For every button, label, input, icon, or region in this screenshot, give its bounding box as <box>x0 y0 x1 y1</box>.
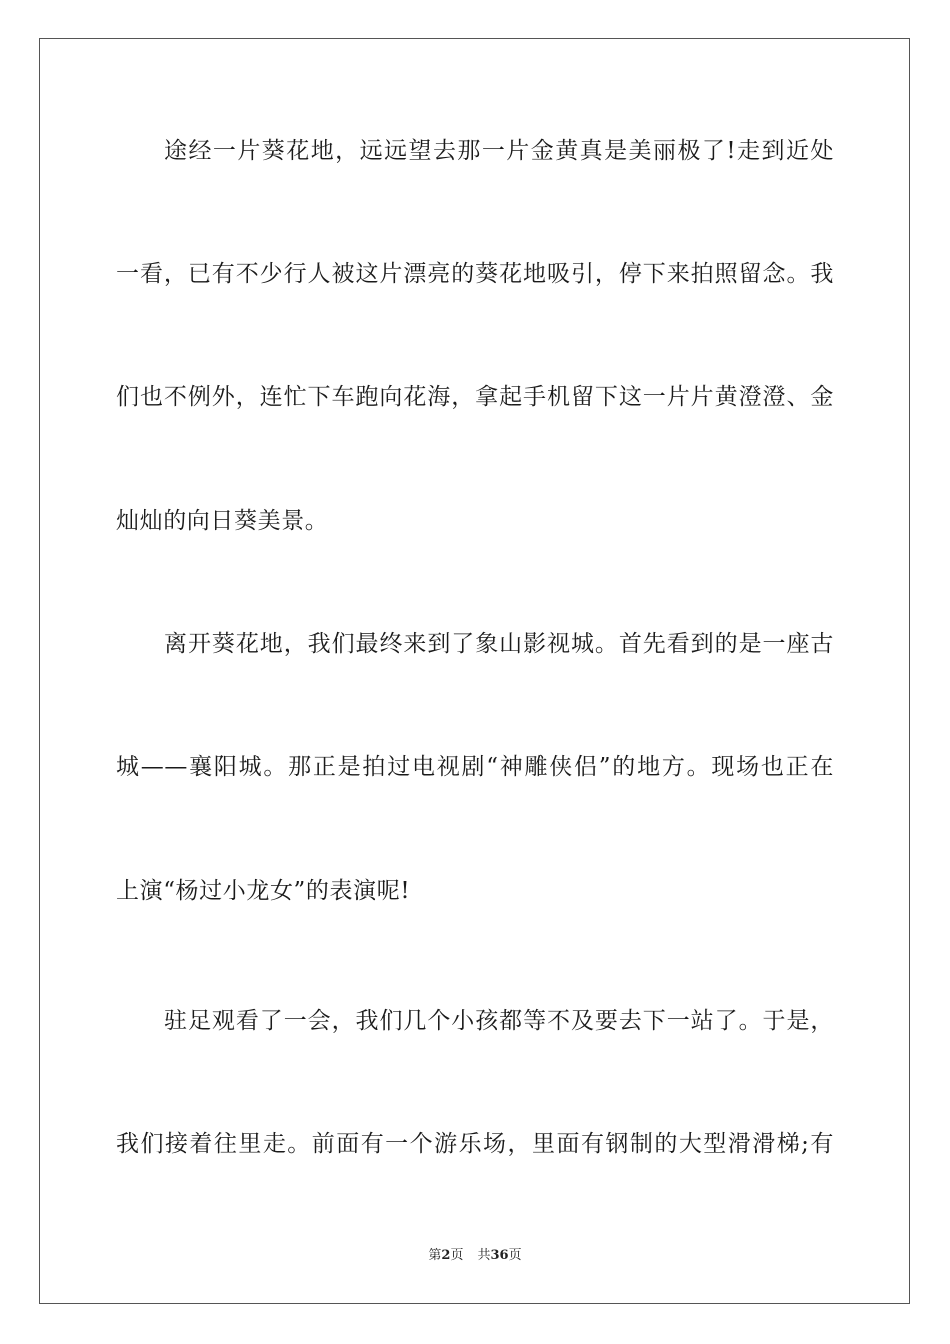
paragraph-2-line-2: 城——襄阳城。那正是拍过电视剧“神雕侠侣”的地方。现场也正在 <box>116 754 834 780</box>
paragraph-1-line-2: 一看，已有不少行人被这片漂亮的葵花地吸引，停下来拍照留念。我 <box>116 261 834 287</box>
page-border <box>39 38 910 1304</box>
paragraph-2-line-1: 离开葵花地，我们最终来到了象山影视城。首先看到的是一座古 <box>164 631 834 657</box>
footer-page-prefix: 第 <box>428 1248 442 1263</box>
footer-total-pages: 36 <box>490 1248 509 1263</box>
paragraph-1-line-1: 途经一片葵花地，远远望去那一片金黄真是美丽极了!走到近处 <box>164 138 834 164</box>
footer-page-number: 2 <box>441 1248 451 1263</box>
paragraph-3-line-2: 我们接着往里走。前面有一个游乐场，里面有钢制的大型滑滑梯;有 <box>116 1131 834 1157</box>
paragraph-1-line-4: 灿灿的向日葵美景。 <box>116 508 329 534</box>
footer-page-suffix: 页 <box>450 1248 464 1263</box>
footer-total-suffix: 页 <box>508 1248 522 1263</box>
page-footer <box>0 1247 950 1265</box>
paragraph-2-line-3: 上演“杨过小龙女”的表演呢! <box>116 878 411 904</box>
footer-total-prefix: 共 <box>477 1248 491 1263</box>
paragraph-1-line-3: 们也不例外，连忙下车跑向花海，拿起手机留下这一片片黄澄澄、金 <box>116 384 834 410</box>
paragraph-3-line-1: 驻足观看了一会，我们几个小孩都等不及要去下一站了。于是， <box>164 1008 834 1034</box>
